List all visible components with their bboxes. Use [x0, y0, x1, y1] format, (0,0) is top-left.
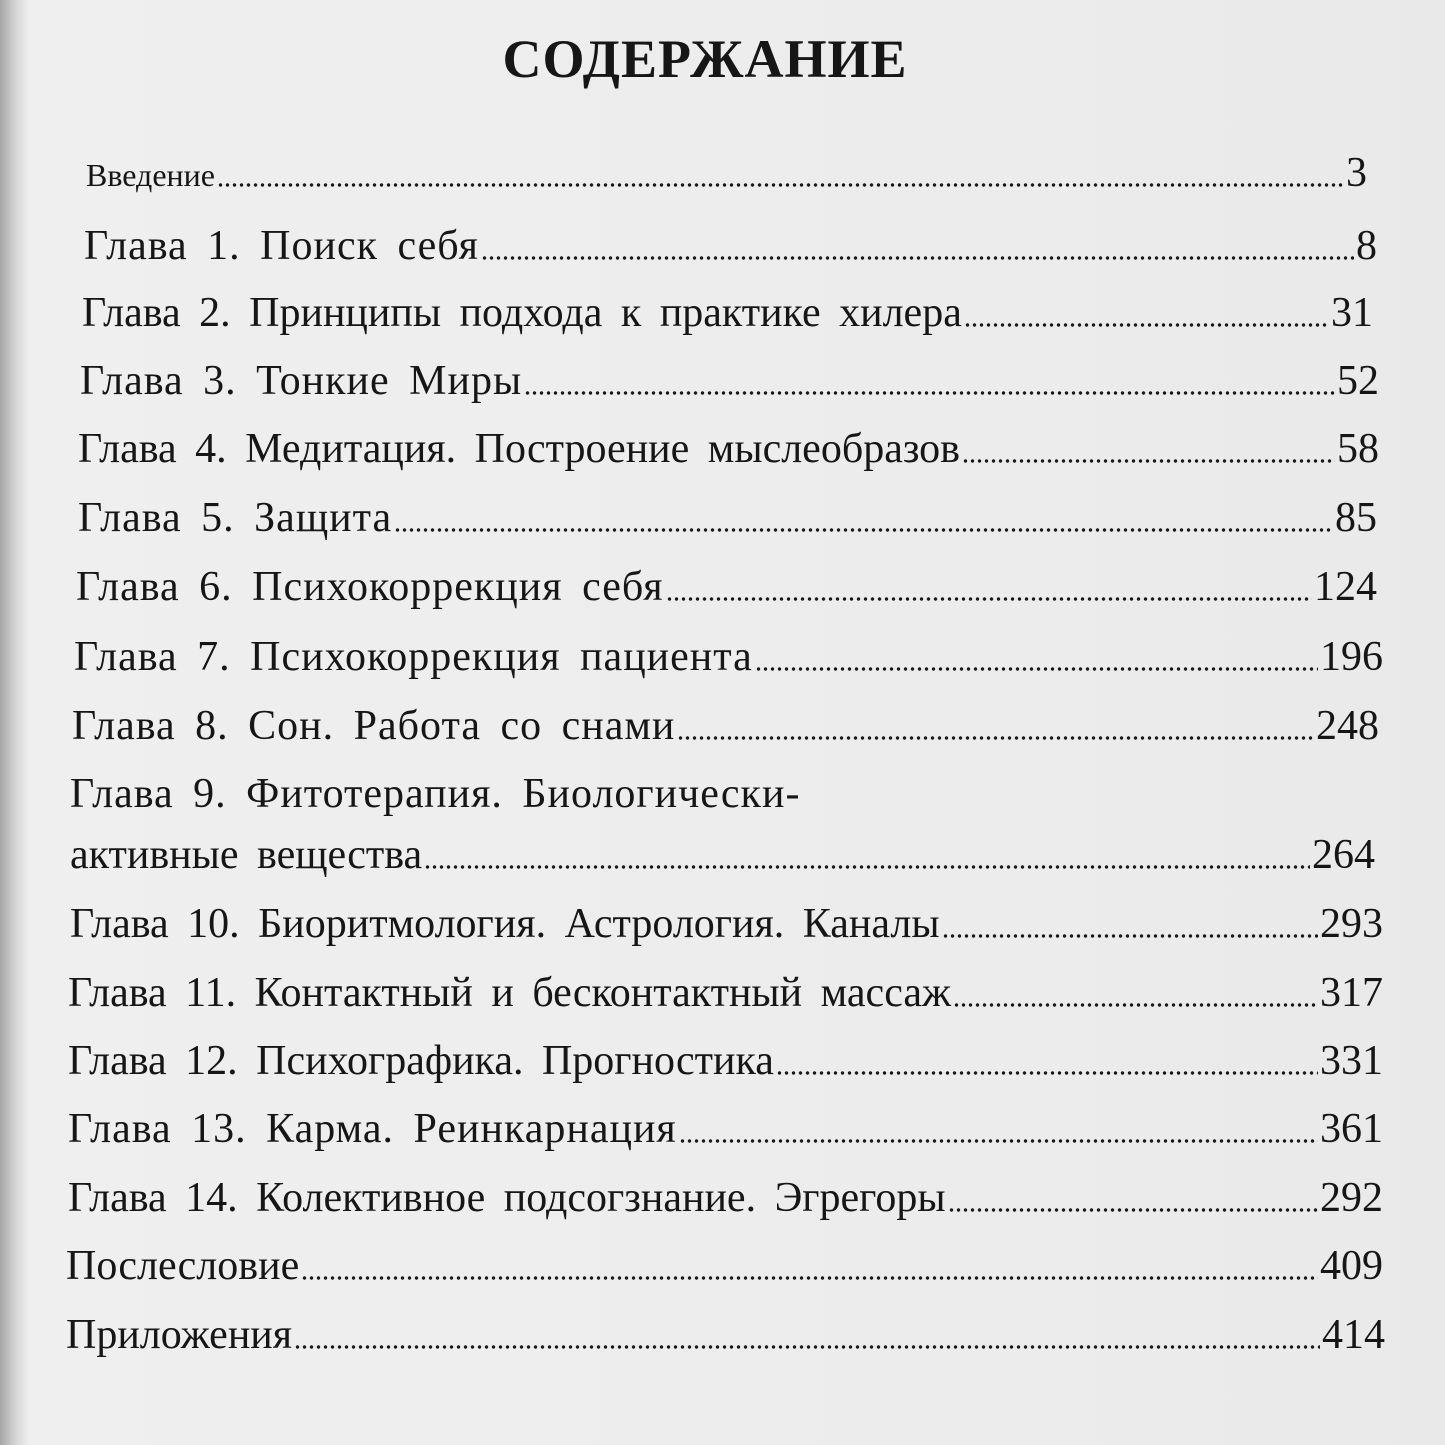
toc-entry-chapter-2 — [82, 292, 1373, 334]
toc-entry-chapter-9-line-1: Глава 9. Фитотерапия. Биологически- — [70, 771, 801, 817]
toc-entry-appendices — [66, 1314, 1385, 1356]
toc-entry-label: Глава 6. Психокоррекция себя — [76, 564, 664, 610]
toc-entry-chapter-8 — [72, 705, 1379, 747]
toc-entry-page: 331 — [1320, 1038, 1383, 1084]
dot-leader — [481, 256, 1354, 260]
toc-entry-page: 292 — [1320, 1175, 1383, 1221]
toc-entry-page: 124 — [1314, 564, 1377, 610]
toc-entry-page: 196 — [1320, 634, 1383, 680]
toc-entry-page: 409 — [1320, 1243, 1383, 1289]
toc-entry-page: 31 — [1331, 290, 1373, 336]
dot-leader — [964, 323, 1329, 327]
toc-entry-label: Глава 10. Биоритмология. Астрология. Каналы — [70, 901, 940, 947]
toc-entry-page: 414 — [1322, 1312, 1385, 1358]
dot-leader — [677, 736, 1314, 740]
dot-leader — [679, 1139, 1318, 1143]
toc-entry-page: 3 — [1346, 150, 1367, 196]
dot-leader — [776, 1071, 1318, 1075]
toc-entry-chapter-5 — [78, 497, 1377, 539]
dot-leader — [524, 391, 1335, 395]
toc-entry-chapter-10 — [70, 903, 1383, 945]
dot-leader — [948, 1208, 1318, 1212]
toc-entry-label: Глава 1. Поиск себя — [84, 223, 479, 269]
toc-entry-label: Глава 7. Психокоррекция пациента — [74, 634, 753, 680]
toc-entry-introduction — [86, 152, 1367, 194]
toc-entry-page: 317 — [1320, 970, 1383, 1016]
toc-entry-label: Приложения — [66, 1312, 293, 1358]
dot-leader — [217, 183, 1344, 187]
toc-entry-label: Глава 5. Защита — [78, 495, 393, 541]
toc-entry-page: 361 — [1320, 1106, 1383, 1152]
toc-entry-chapter-3 — [80, 360, 1379, 402]
toc-entry-page: 293 — [1320, 901, 1383, 947]
dot-leader — [942, 934, 1318, 938]
toc-entry-label: Послесловие — [66, 1243, 300, 1289]
toc-entry-label: Глава 11. Контактный и бесконтактный массаж — [68, 970, 952, 1016]
toc-entry-chapter-13 — [68, 1108, 1383, 1150]
toc-entry-label: Глава 2. Принципы подхода к практике хилера — [82, 290, 962, 336]
toc-entry-chapter-7 — [74, 636, 1383, 678]
toc-entry-chapter-12 — [68, 1040, 1383, 1082]
toc-entry-label: Глава 8. Сон. Работа со снами — [72, 703, 676, 749]
toc-entry-chapter-9 — [70, 834, 1375, 876]
toc-entry-afterword — [66, 1245, 1383, 1287]
dot-leader — [394, 528, 1333, 532]
toc-entry-page: 85 — [1335, 495, 1377, 541]
dot-leader — [301, 1276, 1318, 1280]
toc-entry-label: Глава 14. Колективное подсогзнание. Эгрегоры — [68, 1175, 946, 1221]
dot-leader — [294, 1345, 1320, 1349]
toc-entry-page: 58 — [1337, 426, 1379, 472]
toc-entry-label: активные вещества — [70, 832, 423, 878]
toc-entry-page: 264 — [1312, 832, 1375, 878]
dot-leader — [953, 1003, 1318, 1007]
toc-entry-chapter-1 — [84, 225, 1377, 267]
toc-entry-page: 52 — [1337, 358, 1379, 404]
dot-leader — [755, 667, 1318, 671]
toc-entry-chapter-4 — [78, 428, 1379, 470]
page-title: СОДЕРЖАНИЕ — [502, 29, 908, 89]
toc-entry-page: 8 — [1356, 223, 1377, 269]
toc-entry-chapter-11 — [68, 972, 1383, 1014]
toc-entry-label: Глава 13. Карма. Реинкарнация — [68, 1106, 677, 1152]
toc-entry-page: 248 — [1316, 703, 1379, 749]
toc-entry-label: Глава 12. Психографика. Прогностика — [68, 1038, 774, 1084]
toc-entry-label: Введение — [86, 157, 215, 193]
dot-leader — [962, 459, 1335, 463]
dot-leader — [666, 597, 1312, 601]
toc-entry-chapter-14 — [68, 1177, 1383, 1219]
toc-entry-chapter-6 — [76, 566, 1377, 608]
toc-entry-label: Глава 4. Медитация. Построение мыслеобразов — [78, 426, 961, 472]
toc-entry-label: Глава 3. Тонкие Миры — [80, 358, 523, 404]
dot-leader — [424, 865, 1310, 869]
